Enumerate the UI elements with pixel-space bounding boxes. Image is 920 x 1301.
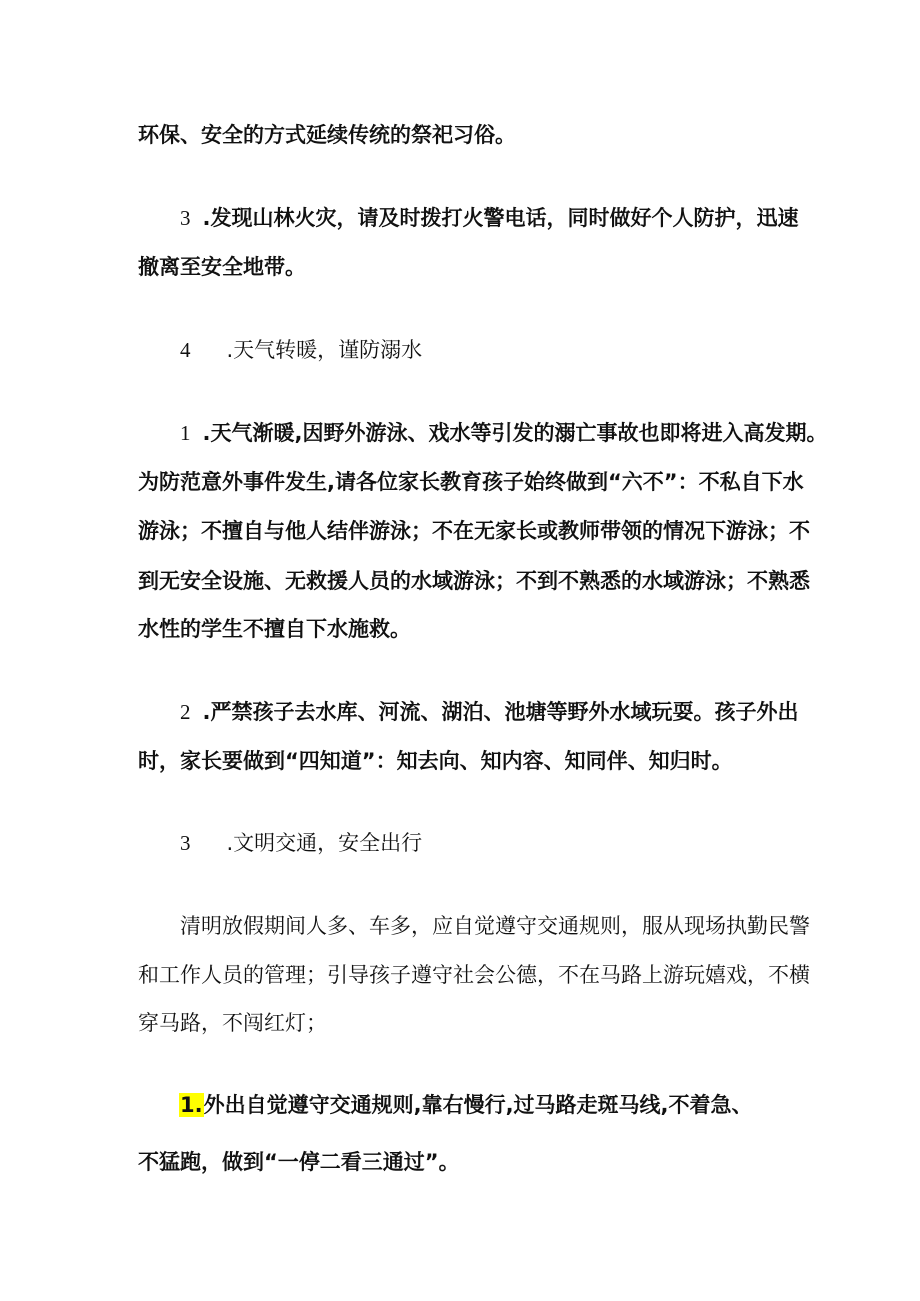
text-line: 不猛跑，做到“一停二看三通过”。 — [138, 1150, 460, 1174]
paragraph-line — [138, 746, 733, 776]
list-number: 3 — [180, 206, 191, 230]
paragraph-line — [138, 614, 411, 644]
paragraph-line — [180, 418, 827, 448]
text-line: .严禁孩子去水库、河流、湖泊、池塘等野外水域玩耍。孩子外出 — [202, 700, 799, 724]
text-line: 穿马路，不闯红灯； — [138, 1011, 327, 1035]
list-number: 4 — [180, 338, 191, 362]
text-line: 和工作人员的管理；引导孩子遵守社会公德，不在马路上游玩嬉戏，不横 — [138, 963, 810, 987]
section-heading — [180, 828, 422, 858]
paragraph-line — [138, 467, 804, 497]
text-line: .发现山林火灾，请及时拨打火警电话，同时做好个人防护，迅速 — [202, 206, 799, 230]
paragraph-line — [180, 911, 810, 941]
paragraph-line — [138, 566, 810, 596]
text-line: 外出自觉遵守交通规则,靠右慢行,过马路走斑马线,不着急、 — [203, 1093, 753, 1117]
list-number: 1 — [180, 421, 191, 445]
text-line: 游泳；不擅自与他人结伴游泳；不在无家长或教师带领的情况下游泳；不 — [138, 519, 810, 543]
text-line: 为防范意外事件发生,请各位家长教育孩子始终做到“六不”：不私自下水 — [138, 470, 804, 494]
text-line: 撤离至安全地带。 — [138, 255, 306, 279]
heading-text: .天气转暖，谨防溺水 — [226, 338, 423, 362]
text-line: 清明放假期间人多、车多，应自觉遵守交通规则，服从现场执勤民警 — [180, 914, 810, 938]
heading-text: .文明交通，安全出行 — [226, 831, 423, 855]
text-line: 水性的学生不擅自下水施救。 — [138, 617, 411, 641]
paragraph-line — [138, 1147, 460, 1177]
text-line: 环保、安全的方式延续传统的祭祀习俗。 — [138, 123, 516, 147]
text-line: 到无安全设施、无救援人员的水域游泳；不到不熟悉的水域游泳；不熟悉 — [138, 569, 810, 593]
highlighted-list-number: 1. — [180, 1093, 203, 1117]
paragraph-line — [138, 1008, 327, 1038]
paragraph-line — [138, 252, 306, 282]
section-heading — [180, 335, 422, 365]
paragraph-line — [138, 960, 810, 990]
paragraph-line — [179, 1090, 753, 1120]
paragraph-line — [180, 203, 798, 233]
text-line: 时，家长要做到“四知道”：知去向、知内容、知同伴、知归时。 — [138, 749, 733, 773]
paragraph-line — [180, 697, 798, 727]
paragraph-line — [138, 120, 516, 150]
paragraph-line — [138, 516, 810, 546]
text-line: .天气渐暖,因野外游泳、戏水等引发的溺亡事故也即将进入高发期。 — [202, 421, 828, 445]
list-number: 2 — [180, 700, 191, 724]
list-number: 3 — [180, 831, 191, 855]
